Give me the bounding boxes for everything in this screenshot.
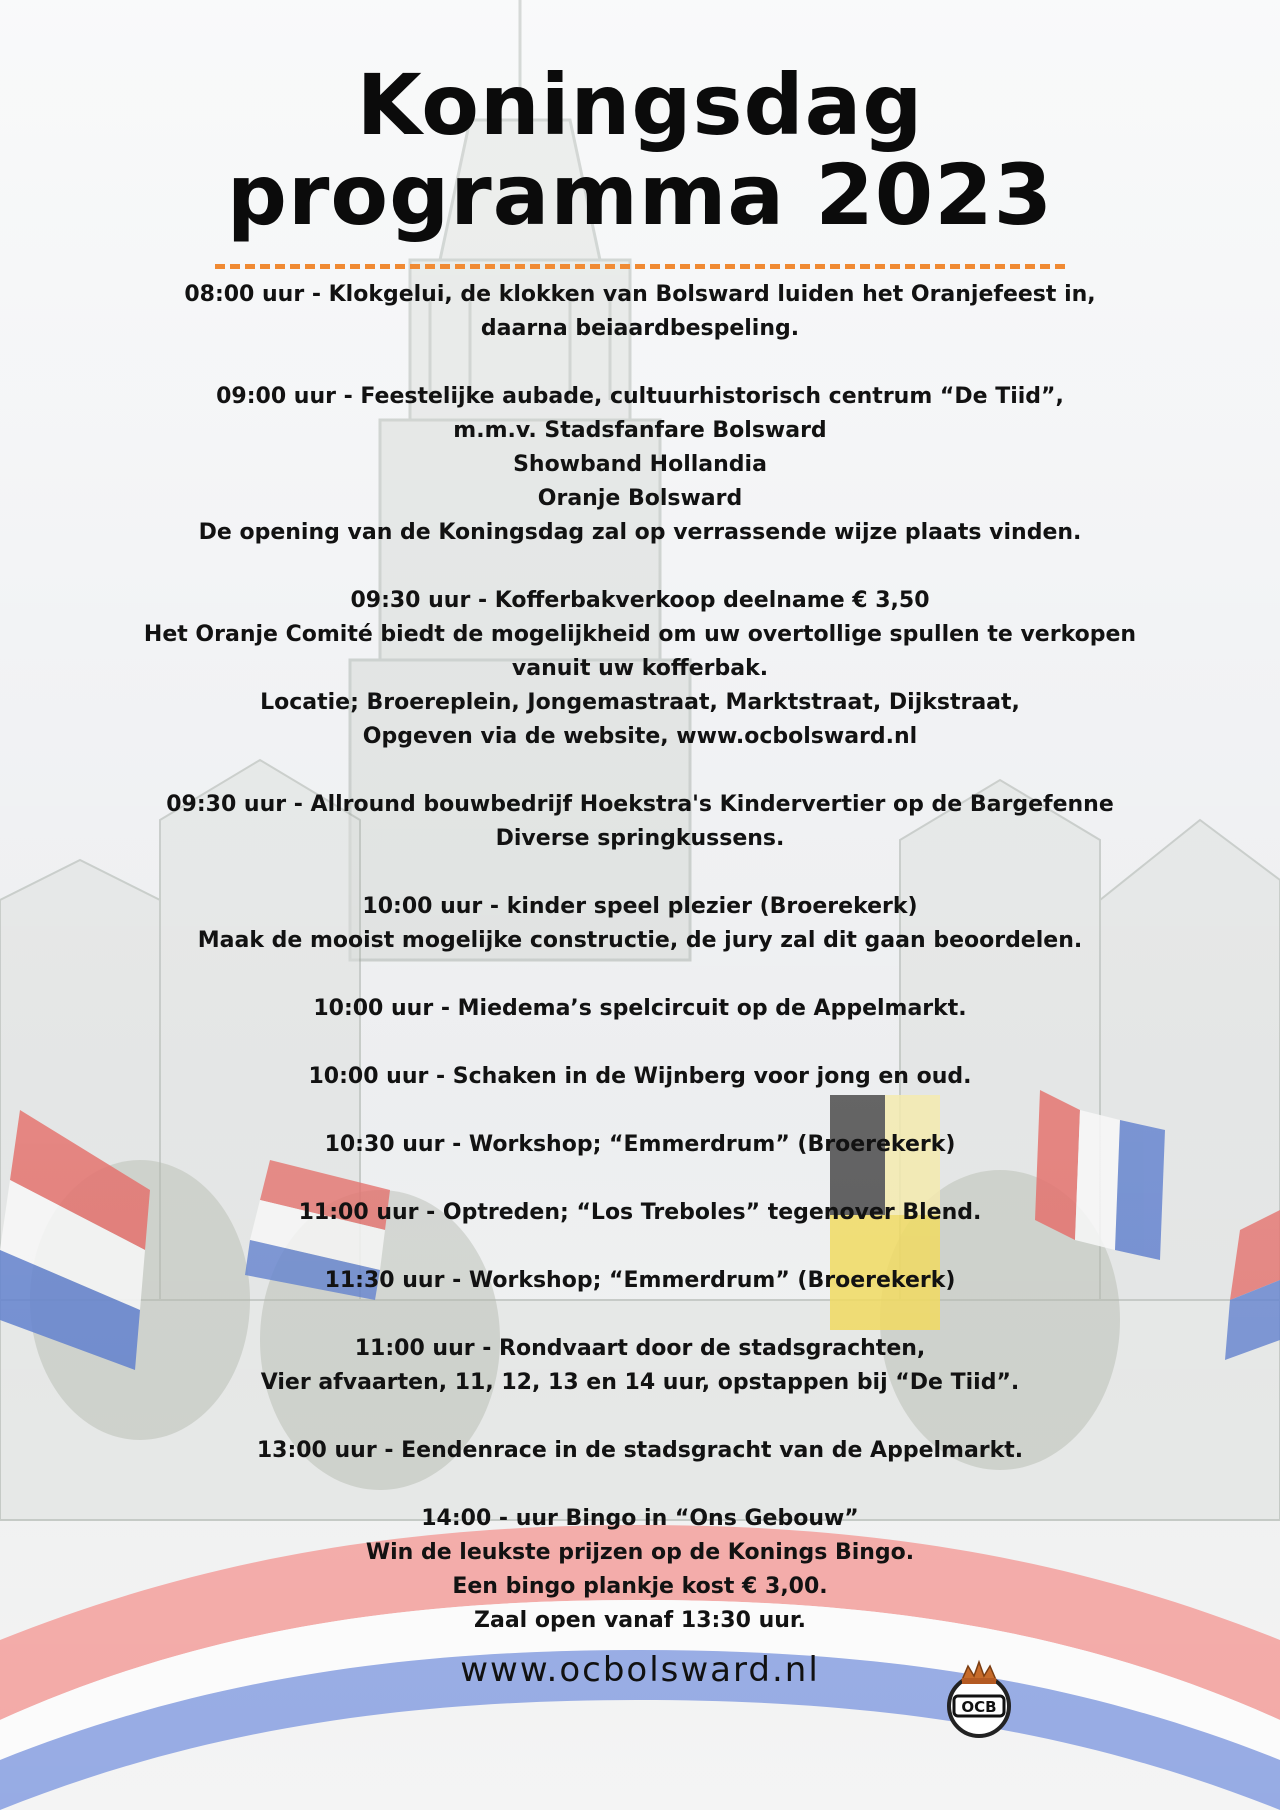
crown-icon bbox=[962, 1662, 996, 1684]
program-item-heading: 09:30 uur - Allround bouwbedrijf Hoekstra's Kindervertier op de Bargefenne bbox=[166, 792, 1114, 817]
program-item-heading: 09:30 uur - Kofferbakverkoop deelname € 3,50 bbox=[350, 588, 930, 613]
program-item bbox=[140, 1060, 1140, 1094]
program-item-heading: 08:00 uur - Klokgelui, de klokken van Bolsward luiden het Oranjefeest in, bbox=[184, 282, 1096, 307]
program-item-detail: vanuit uw kofferbak. bbox=[511, 656, 769, 681]
program-item-heading: 13:00 uur - Eendenrace in de stadsgracht van de Appelmarkt. bbox=[256, 1438, 1024, 1463]
program-item bbox=[140, 992, 1140, 1026]
program-item bbox=[140, 1196, 1140, 1230]
program-item bbox=[140, 1264, 1140, 1298]
program-item bbox=[140, 1434, 1140, 1468]
program-item bbox=[140, 1332, 1140, 1400]
program-item-detail: Een bingo plankje kost € 3,00. bbox=[452, 1574, 828, 1599]
title-line-2: programma 2023 bbox=[226, 146, 1054, 244]
program-item-heading: 11:00 uur - Optreden; “Los Treboles” tegenover Blend. bbox=[298, 1200, 982, 1225]
program-item-detail: Het Oranje Comité biedt de mogelijkheid om uw overtollige spullen te verkopen bbox=[143, 622, 1137, 647]
program-item bbox=[140, 584, 1140, 754]
program-item-heading: 10:00 uur - Schaken in de Wijnberg voor jong en oud. bbox=[308, 1064, 972, 1089]
website-footer: www.ocbolsward.nl bbox=[460, 1650, 820, 1690]
program-item-detail: Zaal open vanaf 13:30 uur. bbox=[474, 1608, 806, 1633]
program-item-detail: m.m.v. Stadsfanfare Bolsward bbox=[453, 418, 827, 443]
program-item-detail: Oranje Bolsward bbox=[537, 486, 743, 511]
orange-dashed-divider bbox=[215, 264, 1065, 269]
program-item-detail: Showband Hollandia bbox=[513, 452, 767, 477]
program-list bbox=[140, 278, 1140, 1672]
logo-text: OCB bbox=[961, 1698, 997, 1716]
program-item-heading: 14:00 - uur Bingo in “Ons Gebouw” bbox=[421, 1506, 859, 1531]
program-item-detail: daarna beiaardbespeling. bbox=[480, 316, 800, 341]
program-item-heading: 11:00 uur - Rondvaart door de stadsgrachten, bbox=[354, 1336, 926, 1361]
program-item-heading: 10:00 uur - kinder speel plezier (Broerekerk) bbox=[362, 894, 918, 919]
title-line-1: Koningsdag bbox=[356, 56, 924, 154]
program-item-heading: 10:00 uur - Miedema’s spelcircuit op de Appelmarkt. bbox=[313, 996, 967, 1021]
program-item bbox=[140, 380, 1140, 550]
program-item bbox=[140, 278, 1140, 346]
program-item bbox=[140, 1502, 1140, 1638]
program-item bbox=[140, 890, 1140, 958]
program-item-heading: 10:30 uur - Workshop; “Emmerdrum” (Broerekerk) bbox=[324, 1132, 956, 1157]
program-item-detail: Opgeven via de website, www.ocbolsward.nl bbox=[362, 724, 918, 749]
page-title bbox=[0, 56, 1280, 244]
program-item-heading: 11:30 uur - Workshop; “Emmerdrum” (Broerekerk) bbox=[324, 1268, 956, 1293]
program-item-detail: Diverse springkussens. bbox=[495, 826, 785, 851]
program-item bbox=[140, 1128, 1140, 1162]
program-item-detail: Win de leukste prijzen op de Konings Bingo. bbox=[365, 1540, 915, 1565]
program-item-detail: Vier afvaarten, 11, 12, 13 en 14 uur, opstappen bij “De Tiid”. bbox=[260, 1370, 1020, 1395]
program-item-detail: Locatie; Broereplein, Jongemastraat, Marktstraat, Dijkstraat, bbox=[260, 690, 1020, 715]
program-item-heading: 09:00 uur - Feestelijke aubade, cultuurhistorisch centrum “De Tiid”, bbox=[216, 384, 1064, 409]
program-item-detail: De opening van de Koningsdag zal op verrassende wijze plaats vinden. bbox=[198, 520, 1082, 545]
program-item bbox=[140, 788, 1140, 856]
program-item-detail: Maak de mooist mogelijke constructie, de jury zal dit gaan beoordelen. bbox=[197, 928, 1083, 953]
ocb-logo bbox=[944, 1658, 1014, 1738]
